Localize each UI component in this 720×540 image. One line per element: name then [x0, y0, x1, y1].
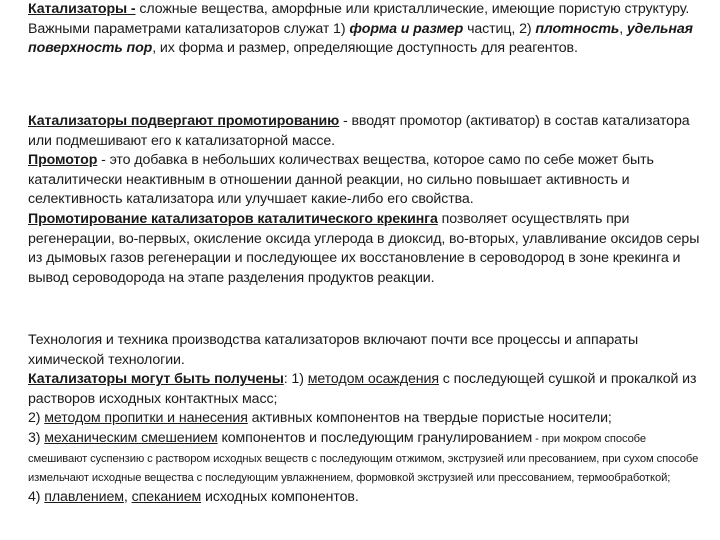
promotion-paragraph [28, 112, 700, 288]
cracking-promotion-text: позволяет осуществлять при регенерации, во-первых, окисление оксида углерода в диоксид, во-вторых, улавливание оксидов серы из дымовых газов регенерации и последующее их восстановление в сероводород в зоне крекинга и вывод сероводорода на этапе разделения продуктов реакции. [28, 210, 700, 286]
method-impregnation-text: активных компонентов на твердые пористые носители; [247, 410, 612, 427]
catalysts-definition-text-1: сложные вещества, аморфные или кристаллические, имеющие пористую структуру. Важными параметрами катализаторов служат 1) [28, 1, 690, 37]
cracking-promotion-term: Промотирование катализаторов каталитического крекинга [28, 210, 438, 227]
catalysts-definition-text-3: , их форма и размер, определяющие доступность для реагентов. [152, 40, 578, 57]
catalysts-definition-text-2: частиц, 2) [463, 20, 536, 37]
shape-size-emphasis: форма и размер [349, 20, 464, 37]
method-sintering: спеканием [131, 488, 202, 505]
method-precipitation: методом осаждения [307, 371, 439, 388]
method-mixing: механическим смешением [44, 429, 218, 446]
methods-colon: : 1) [283, 371, 308, 388]
method-precipitation-text: с последующей сушкой и прокалкой из растворов исходных контактных масс; [28, 371, 697, 407]
method-mixing-text: компонентов и последующим гранулированием [217, 429, 533, 446]
promoter-term: Промотор [28, 152, 98, 169]
promotion-lead-text: - вводят промотор (активатор) в состав катализатора или подмешивают его к катализаторной массе. [28, 113, 690, 149]
methods-term: Катализаторы могут быть получены [28, 371, 284, 388]
pore-surface-emphasis: удельная поверхность пор [28, 20, 693, 57]
density-emphasis: плотность [535, 20, 620, 37]
production-methods-paragraph [28, 331, 700, 507]
method-4-comma: , [123, 488, 132, 505]
separator-text: , [619, 20, 627, 37]
method-4-text: исходных компонентов. [201, 488, 359, 505]
method-melting: плавлением [44, 488, 124, 505]
promotion-lead-term: Катализаторы подвергают промотированию [28, 113, 340, 129]
method-4-number: 4) [28, 488, 45, 505]
technology-text: Технология и техника производства катализаторов включают почти все процессы и аппараты химической технологии. [28, 332, 639, 368]
catalysts-term: Катализаторы - [28, 1, 136, 17]
method-3-number: 3) [28, 429, 45, 446]
method-mixing-details: - при мокром способе смешивают суспензию с раствором исходных веществ с последующим отжимом, экструзией или пресованием, при сухом способе измельчают исходные вещества с последующим увлажнением, формовкой экструзией или прессованием, термообработкой; [28, 432, 699, 485]
promoter-definition: - это добавка в небольших количествах вещества, которое само по себе может быть каталитически неактивным в отношении данной реакции, но сильно повышает активность и селективность катализатора или улучшает какие-либо его свойства. [28, 152, 654, 208]
catalyst-definition-paragraph [28, 0, 700, 59]
method-impregnation: методом пропитки и нанесения [44, 410, 248, 427]
method-2-number: 2) [28, 410, 45, 427]
